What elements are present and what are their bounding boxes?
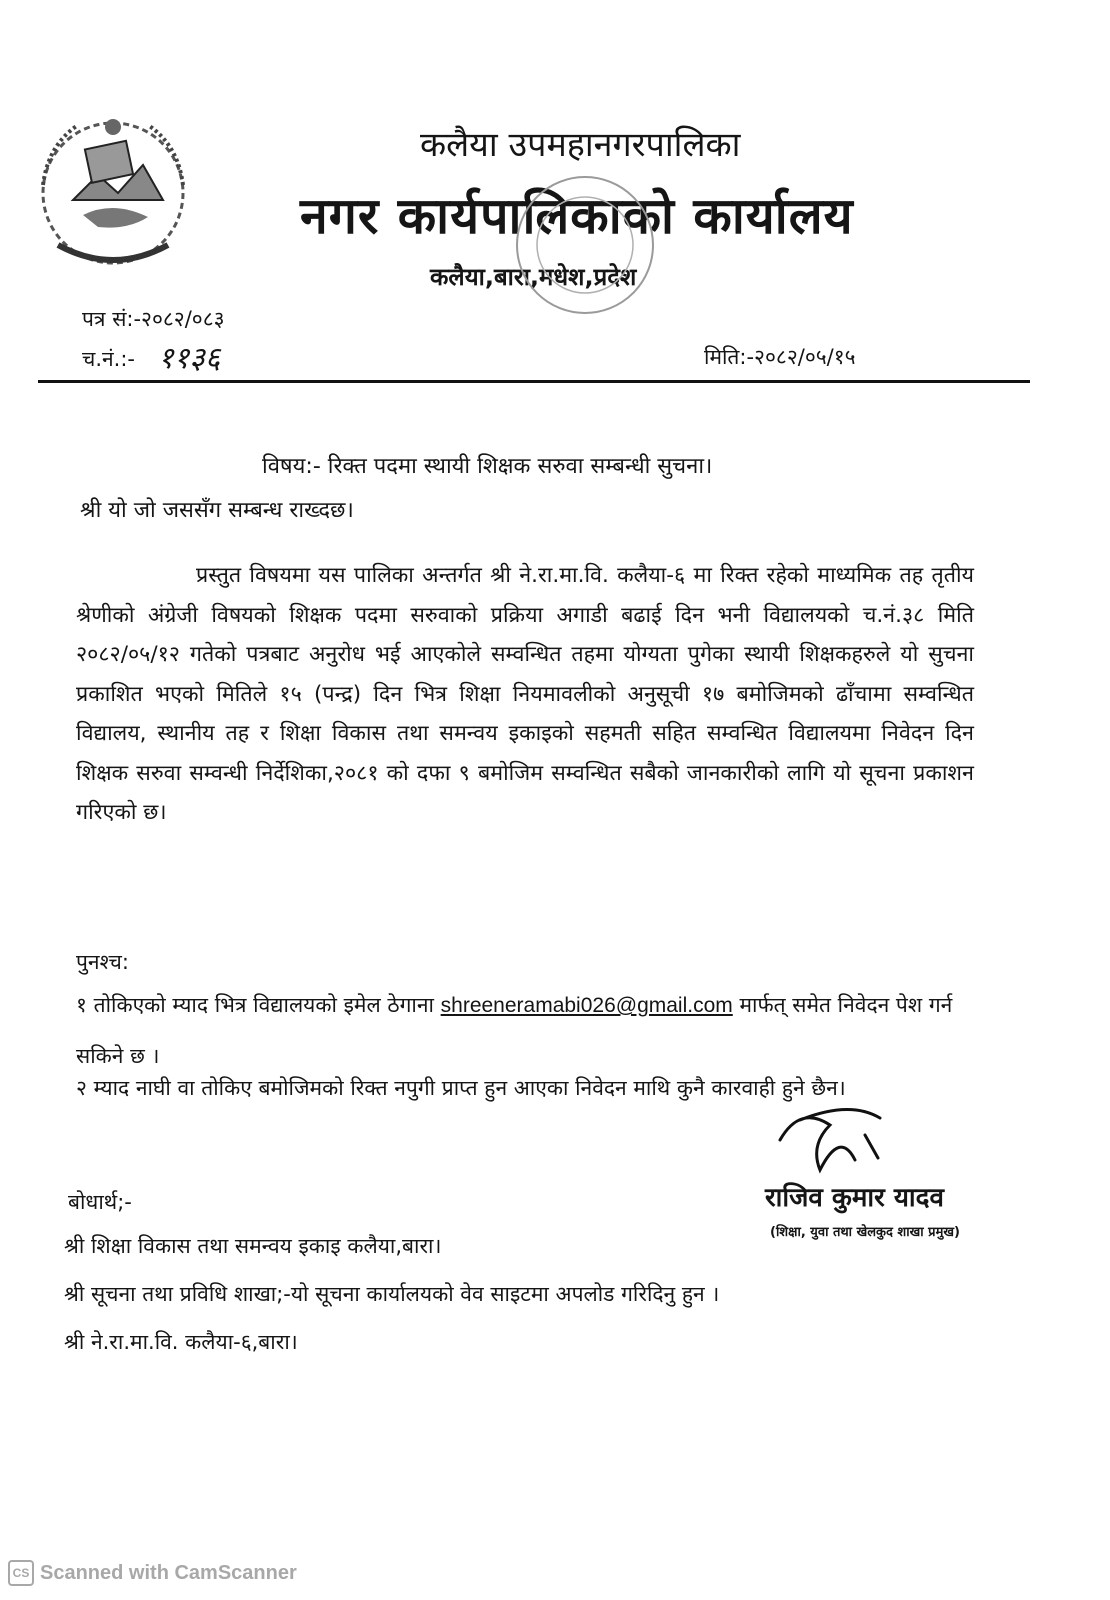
org-address: कलैया,बारा,मधेश,प्रदेश xyxy=(430,263,637,291)
postscript-item-2: २ म्याद नाघी वा तोकिए बमोजिमको रिक्त नपुगी प्राप्त हुन आएका निवेदन माथि कुनै कारवाही हुने छैन। xyxy=(76,1076,846,1100)
body-paragraph: प्रस्तुत विषयमा यस पालिका अन्तर्गत श्री ने.रा.मा.वि. कलैया-६ मा रिक्त रहेको माध्यमिक तह तृतीय श्रेणीको अंग्रेजी विषयको शिक्षक पदमा सरुवाको प्रक्रिया अगाडी बढाई दिन भनी विद्यालयको च.नं.३८ मिति २०८२/०५/१२ गतेको पत्रबाट अनुरोध भई आएकोले सम्वन्धित तहमा योग्यता पुगेका स्थायी शिक्षकहरुले यो सुचना प्रकाशित भएको मितिले १५ (पन्द्र) दिन भित्र शिक्षा नियमावलीको अनुसूची १७ बमोजिमको ढाँचामा सम्वन्धित विद्यालय, स्थानीय तह र शिक्षा विकास तथा समन्वय इकाइको सहमती सहित सम्वन्धित विद्यालयमा निवेदन दिन शिक्षक सरुवा सम्वन्धी निर्देशिका,२०८१ को दफा ९ बमोजिम सम्वन्धित सबैको जानकारीको लागि यो सूचना प्रकाशन गरिएको छ। xyxy=(76,563,974,825)
nepal-emblem-icon xyxy=(28,105,198,275)
school-email-link[interactable]: shreeneramabi026@gmail.com xyxy=(440,994,733,1017)
cc-item: श्री सूचना तथा प्रविधि शाखा;-यो सूचना कार्यालयको वेव साइटमा अपलोड गरिदिनु हुन । xyxy=(64,1282,720,1306)
cc-item: श्री ने.रा.मा.वि. कलैया-६,बारा। xyxy=(64,1330,298,1354)
postscript-item-1-text: १ तोकिएको म्याद भित्र विद्यालयको इमेल ठेगाना xyxy=(76,993,434,1017)
cc-title: बोधार्थ;- xyxy=(68,1190,132,1214)
postscript-item-1-text-end: मार्फत् समेत निवेदन पेश गर्न सकिने छ । xyxy=(76,993,953,1068)
camscanner-logo-icon: CS xyxy=(8,1560,34,1586)
org-name-municipality: कलैया उपमहानगरपालिका xyxy=(420,125,741,165)
signature-icon xyxy=(770,1100,890,1180)
letter-date: मिति:-२०८२/०५/१५ xyxy=(704,345,856,369)
org-name-office: नगर कार्यपालिकाको कार्यालय xyxy=(300,187,854,245)
postscript-title: पुनश्च: xyxy=(76,950,129,974)
watermark-text: Scanned with CamScanner xyxy=(40,1561,297,1584)
signatory-role: (शिक्षा, युवा तथा खेलकुद शाखा प्रमुख) xyxy=(770,1225,960,1240)
salutation: श्री यो जो जससँग सम्बन्ध राख्दछ। xyxy=(80,498,354,523)
cc-item: श्री शिक्षा विकास तथा समन्वय इकाइ कलैया,बारा। xyxy=(64,1234,442,1258)
dispatch-label: च.नं.:- xyxy=(82,347,135,371)
signatory-name: राजिव कुमार यादव xyxy=(765,1183,944,1213)
dispatch-number: ११३६ xyxy=(158,341,221,376)
letter-subject: विषय:- रिक्त पदमा स्थायी शिक्षक सरुवा सम्बन्धी सुचना। xyxy=(262,454,713,479)
letter-number: पत्र सं:-२०८२/०८३ xyxy=(82,307,225,331)
office-stamp-icon xyxy=(495,165,675,325)
header-divider xyxy=(38,380,1030,383)
camscanner-watermark xyxy=(8,1560,297,1586)
